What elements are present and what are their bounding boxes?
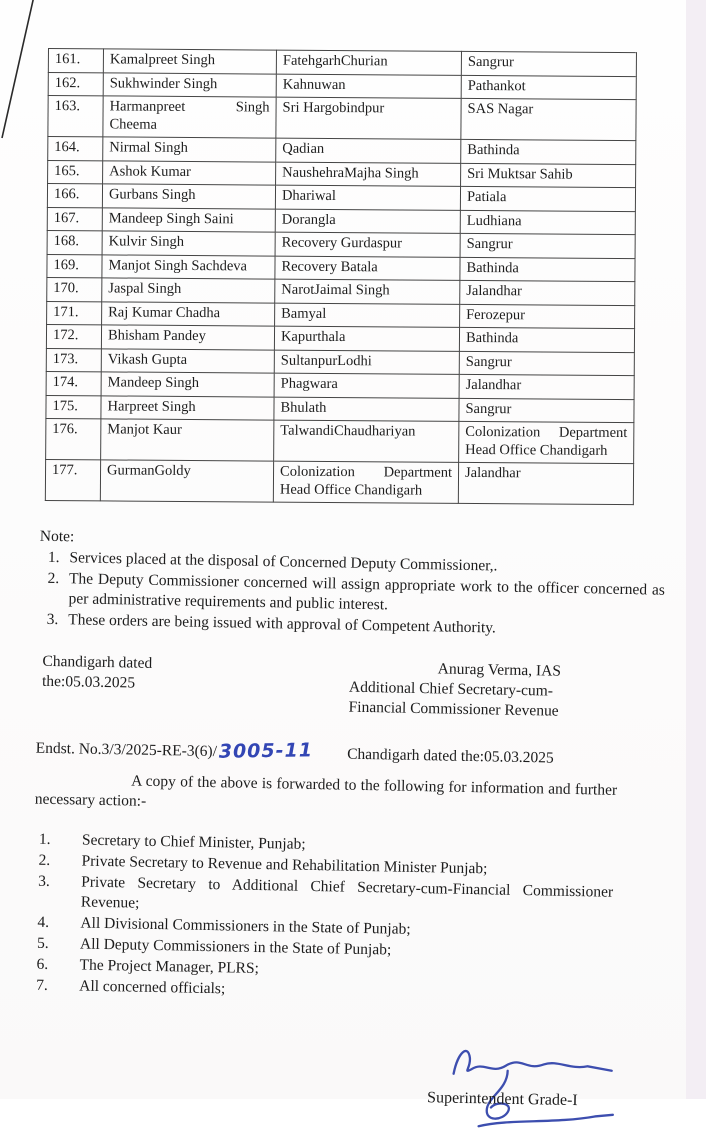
forward-item-text: All Divisional Commissioners in the State of Punjab;	[80, 914, 411, 938]
note-item: 1. Services placed at the disposal of Concerned Deputy Commissioner,.	[63, 548, 665, 580]
cell-office: TalwandiChaudhariyan	[274, 420, 459, 462]
forward-item-number: 2.	[38, 851, 51, 869]
forward-item-number: 6.	[36, 955, 49, 973]
officer-name: Anurag Verma, IAS	[437, 660, 562, 680]
cell-office: Phagwara	[274, 373, 459, 398]
cell-serial: 172.	[46, 324, 101, 348]
cell-name: Manjot Singh Sachdeva	[102, 254, 275, 279]
cell-serial: 171.	[47, 301, 102, 325]
forward-item-number: 4.	[37, 913, 50, 931]
cell-district: Pathankot	[461, 75, 636, 100]
officer-title-line2: Financial Commissioner Revenue	[348, 698, 559, 720]
endst-line	[36, 736, 662, 770]
cell-district: Sri Muktsar Sahib	[461, 163, 636, 188]
cell-name: Mandeep Singh	[101, 372, 274, 397]
cell-office: NaushehraMajha Singh	[276, 162, 461, 187]
note-label: Note:	[39, 527, 75, 546]
cell-serial: 173.	[46, 348, 101, 372]
cell-office: Recovery Gurdaspur	[275, 232, 460, 257]
note-item: 2. The Deputy Commissioner concerned will assign appropriate work to the officer concerned as per administrative requirements and public interest.	[62, 569, 665, 621]
dateline-date: the:05.03.2025	[41, 672, 136, 692]
cell-office: Kahnuwan	[276, 74, 461, 99]
corner-scan-mark	[0, 0, 46, 146]
cell-name: Harpreet Singh	[101, 395, 274, 420]
cell-office: NarotJaimal Singh	[275, 279, 460, 304]
cell-district: Bathinda	[459, 327, 634, 352]
cell-serial: 177.	[45, 459, 100, 500]
cell-name: GurmanGoldy	[100, 460, 273, 502]
scan-edge-strip	[686, 0, 706, 1099]
cell-district: Sangrur	[459, 398, 634, 423]
cell-office: Kapurthala	[274, 326, 459, 351]
cell-serial: 167.	[47, 207, 102, 231]
cell-serial: 174.	[46, 371, 101, 395]
cell-office: Bamyal	[275, 303, 460, 328]
forward-item-text: Private Secretary to Revenue and Rehabilitation Minister Punjab;	[81, 852, 488, 878]
cell-name: Ashok Kumar	[103, 160, 276, 185]
cell-district: Bathinda	[460, 257, 635, 282]
cell-name: Gurbans Singh	[102, 184, 275, 209]
endst-number: Endst. No.3/3/2025-RE-3(6)/	[35, 739, 218, 761]
cell-serial: 169.	[47, 254, 102, 278]
note-item: 3. These orders are being issued with approval of Competent Authority.	[62, 610, 664, 642]
cell-name: Kamalpreet Singh	[103, 49, 276, 74]
cell-serial: 161.	[48, 49, 103, 73]
cell-district: Ferozepur	[460, 304, 635, 329]
cell-office: Colonization Department Head Office Chandigarh	[273, 461, 458, 503]
officer-block	[348, 658, 649, 724]
cell-district: Jalandhar	[459, 374, 634, 399]
forward-item-number: 1.	[38, 830, 51, 848]
cell-district: Sangrur	[461, 51, 636, 76]
cell-district: Patiala	[460, 186, 635, 211]
cell-district: Bathinda	[461, 139, 636, 164]
cell-office: Sri Hargobindpur	[276, 97, 461, 139]
cell-name: Kulvir Singh	[102, 231, 275, 256]
cell-office: SultanpurLodhi	[274, 350, 459, 375]
cell-district: Sangrur	[459, 351, 634, 376]
footer-title: Superintendent Grade-I	[426, 1089, 578, 1110]
cell-district: Jalandhar	[460, 280, 635, 305]
cell-serial: 165.	[48, 160, 103, 184]
cell-office: Qadian	[276, 138, 461, 163]
lower-content	[29, 528, 666, 1124]
forward-item-number: 3.	[38, 872, 51, 890]
cell-name: Harmanpreet Singh Cheema	[103, 96, 276, 138]
forward-list	[31, 830, 660, 1008]
forward-item-text: All concerned officials;	[79, 977, 226, 998]
cell-district: SAS Nagar	[461, 98, 636, 140]
forward-item-number: 5.	[36, 934, 49, 952]
handwritten-dispatch-number: 3005-11	[218, 739, 314, 763]
note-list	[62, 548, 665, 642]
cell-office: Dhariwal	[275, 185, 460, 210]
dateline-left	[41, 652, 152, 714]
footer-signature-block	[427, 1049, 648, 1123]
forward-item-text: Private Secretary to Additional Chief Secretary-cum-Financial Commissioner Revenue;	[80, 873, 614, 912]
cell-name: Raj Kumar Chadha	[102, 301, 275, 326]
forward-item-text: Secretary to Chief Minister, Punjab;	[81, 831, 306, 853]
cell-serial: 168.	[47, 230, 102, 254]
cell-district: Ludhiana	[460, 210, 635, 235]
cell-office: FatehgarhChurian	[276, 50, 461, 75]
cell-name: Nirmal Singh	[103, 137, 276, 162]
forward-item-text: All Deputy Commissioners in the State of Punjab;	[79, 935, 392, 959]
cell-office: Dorangla	[275, 209, 460, 234]
cell-name: Bhisham Pandey	[101, 325, 274, 350]
roster-table-wrap	[45, 48, 637, 505]
cell-serial: 175.	[46, 395, 101, 419]
cell-serial: 170.	[47, 277, 102, 301]
table-row	[46, 418, 634, 463]
cell-serial: 162.	[48, 72, 103, 96]
dateline-place: Chandigarh dated	[42, 652, 153, 672]
cell-serial: 164.	[48, 137, 103, 161]
signoff-section	[36, 652, 663, 724]
cell-serial: 166.	[47, 184, 102, 208]
roster-table	[45, 48, 637, 505]
forward-item-number: 7.	[36, 976, 49, 994]
cell-district: Sangrur	[460, 233, 635, 258]
table-row	[45, 459, 633, 504]
endst-dateline: Chandigarh dated the:05.03.2025	[347, 745, 554, 767]
cell-serial: 163.	[48, 96, 103, 137]
cell-serial: 176.	[46, 418, 101, 459]
cell-name: Manjot Kaur	[101, 419, 274, 461]
cell-name: Sukhwinder Singh	[103, 72, 276, 97]
cell-district: Jalandhar	[458, 462, 633, 504]
table-row	[48, 96, 636, 141]
cell-name: Jaspal Singh	[102, 278, 275, 303]
cell-name: Vikash Gupta	[101, 348, 274, 373]
forward-paragraph: A copy of the above is forwarded to the following for information and further necessary action:-	[34, 772, 618, 810]
cell-name: Mandeep Singh Saini	[102, 207, 275, 232]
forward-item-text: The Project Manager, PLRS;	[79, 956, 260, 977]
cell-office: Bhulath	[274, 397, 459, 422]
note-section	[38, 528, 666, 642]
cell-office: Recovery Batala	[275, 256, 460, 281]
officer-title-line1: Additional Chief Secretary-cum-	[348, 678, 554, 700]
cell-district: Colonization Department Head Office Chandigarh	[459, 421, 634, 463]
